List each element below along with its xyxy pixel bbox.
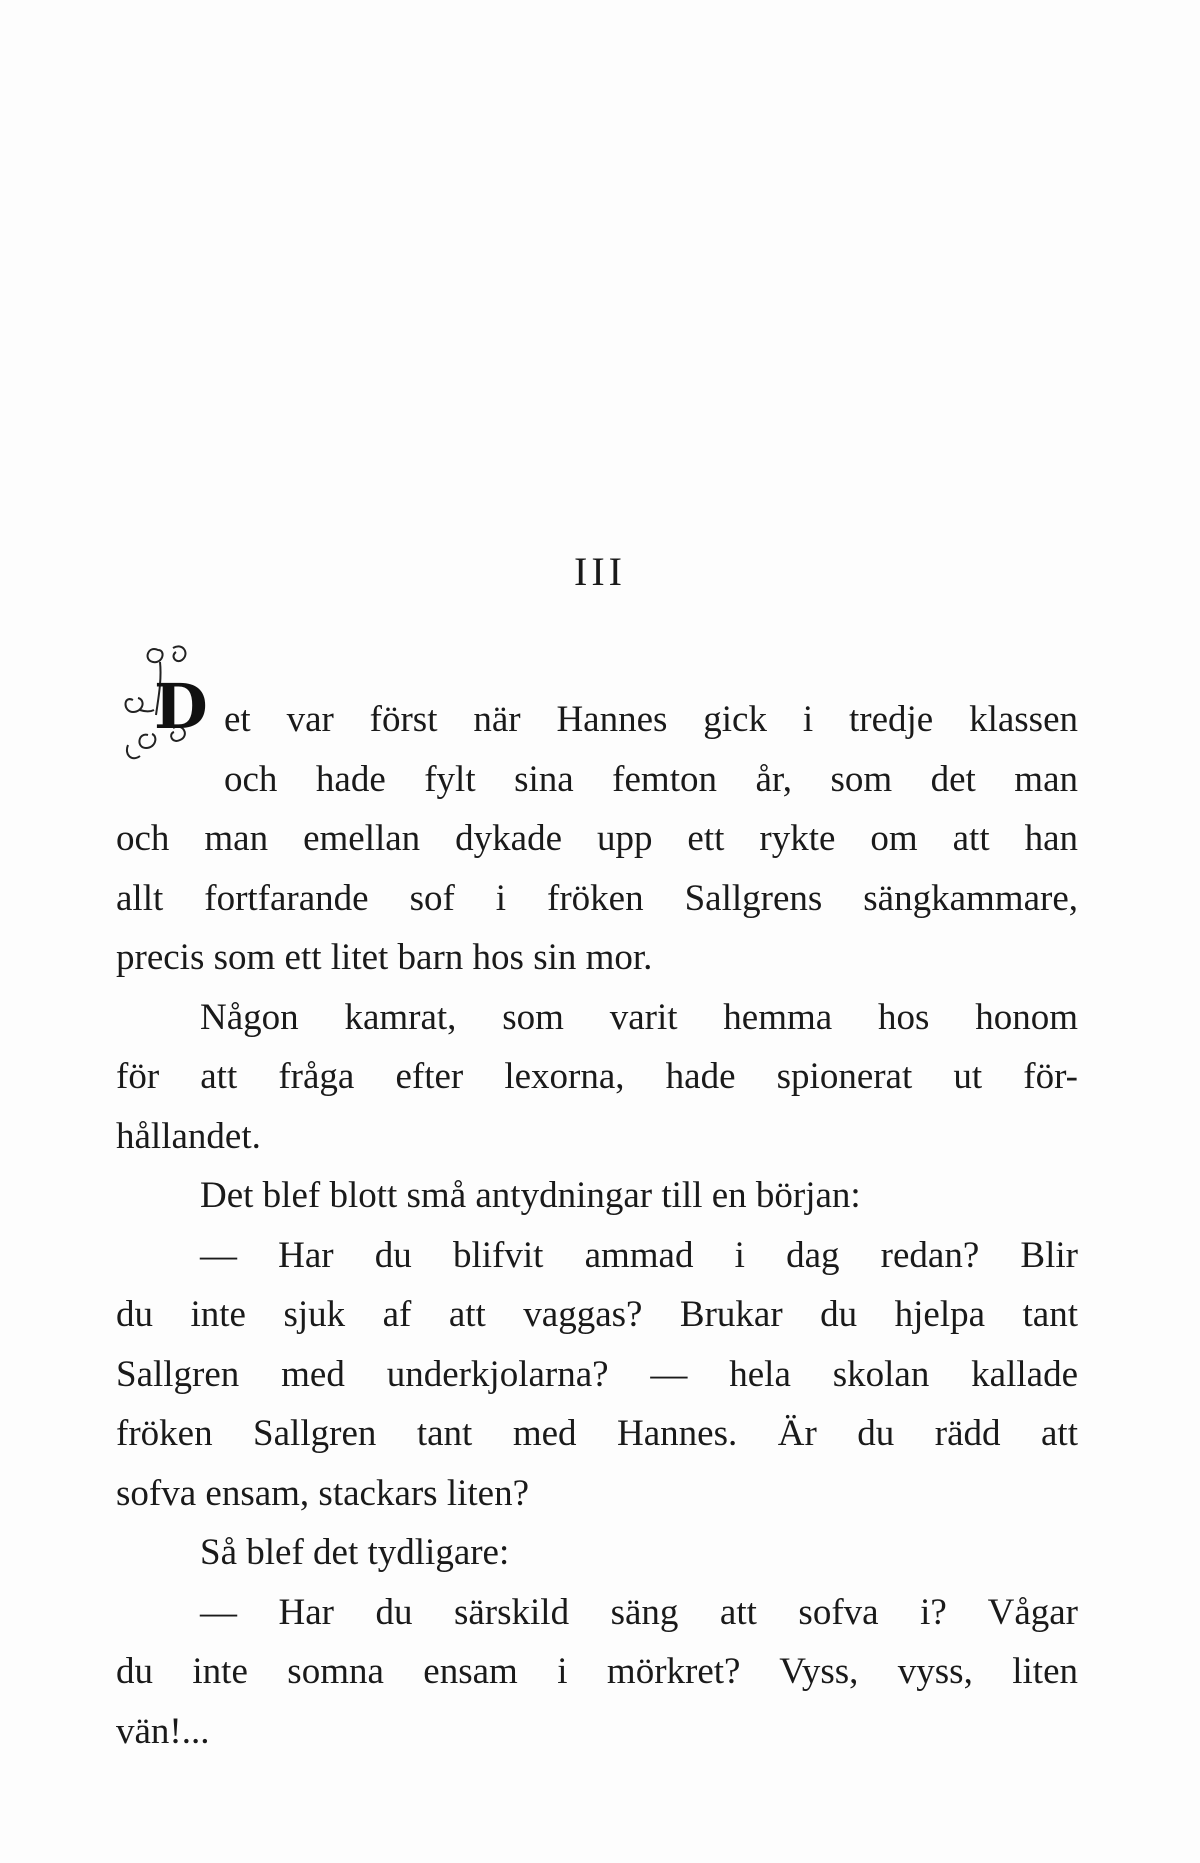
dropcap-letter: D xyxy=(154,670,208,743)
text-line: — Har du särskild säng att sofva i? Vågar xyxy=(200,1591,1078,1633)
text-line: du inte sjuk af att vaggas? Brukar du hjelpa tant xyxy=(116,1294,1078,1335)
text-line: Någon kamrat, som varit hemma hos honom xyxy=(200,996,1078,1038)
text-line: sofva ensam, stackars liten? xyxy=(116,1472,530,1514)
text-line: och hade fylt sina femton år, som det man xyxy=(224,758,1078,800)
text-line: fröken Sallgren tant med Hannes. Är du rädd att xyxy=(116,1413,1078,1454)
text-line: och man emellan dykade upp ett rykte om att han xyxy=(116,818,1078,859)
text-line: — Har du blifvit ammad i dag redan? Blir xyxy=(200,1234,1078,1276)
chapter-heading: III xyxy=(574,549,626,594)
text-line: et var först när Hannes gick i tredje klassen xyxy=(224,699,1078,740)
text-line: vän!... xyxy=(116,1710,210,1752)
text-line: allt fortfarande sof i fröken Sallgrens sängkammare, xyxy=(116,877,1078,919)
text-line: för att fråga efter lexorna, hade spionerat ut för- xyxy=(116,1056,1078,1097)
body-text xyxy=(116,690,1078,1761)
text-line: Sallgren med underkjolarna? — hela skolan kallade xyxy=(116,1353,1078,1395)
text-line: precis som ett litet barn hos sin mor. xyxy=(116,937,653,978)
text-line: Så blef det tydligare: xyxy=(200,1532,510,1573)
text-line: du inte somna ensam i mörkret? Vyss, vyss, liten xyxy=(116,1651,1078,1692)
text-line: Det blef blott små antydningar till en början: xyxy=(200,1175,861,1216)
text-line: hållandet. xyxy=(116,1115,261,1157)
